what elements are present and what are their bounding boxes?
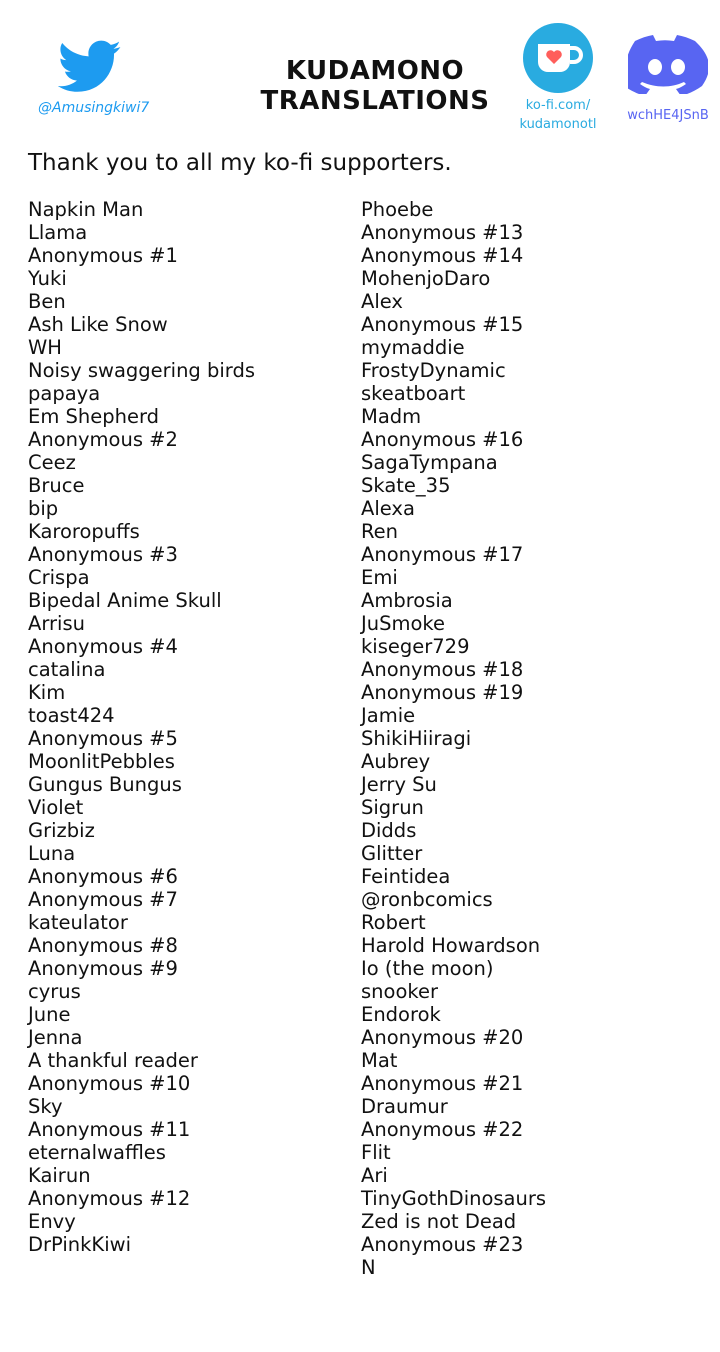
supporter-name: Anonymous #21 [361, 1072, 524, 1095]
supporter-name: ShikiHiiragi [361, 727, 472, 750]
supporter-name: toast424 [28, 704, 115, 727]
supporter-name: Anonymous #3 [28, 543, 178, 566]
supporter-name: Alexa [361, 497, 415, 520]
supporter-name: Ceez [28, 451, 76, 474]
discord-icon [628, 34, 708, 94]
supporter-name: Anonymous #9 [28, 957, 178, 980]
supporter-name: kiseger729 [361, 635, 470, 658]
supporter-name: catalina [28, 658, 106, 681]
supporter-name: Aubrey [361, 750, 431, 773]
supporter-name: Mat [361, 1049, 398, 1072]
supporter-name: papaya [28, 382, 101, 405]
supporter-name: Anonymous #11 [28, 1118, 191, 1141]
supporter-name: A thankful reader [28, 1049, 198, 1072]
supporter-name: MohenjoDaro [361, 267, 491, 290]
supporter-name: Crispa [28, 566, 90, 589]
supporter-name: Grizbiz [28, 819, 95, 842]
supporter-name: Anonymous #8 [28, 934, 178, 957]
supporter-name: Zed is not Dead [361, 1210, 517, 1233]
supporter-name: Ren [361, 520, 399, 543]
kofi-block[interactable] [508, 22, 608, 132]
supporter-name: Bruce [28, 474, 85, 497]
supporter-name: Yuki [28, 267, 67, 290]
supporter-name: Karoropuffs [28, 520, 140, 543]
supporter-name: Jamie [361, 704, 416, 727]
supporter-name: Draumur [361, 1095, 448, 1118]
supporter-name: Robert [361, 911, 426, 934]
supporter-name: N [361, 1256, 376, 1279]
supporter-name: Sky [28, 1095, 63, 1118]
supporter-name: Anonymous #7 [28, 888, 178, 911]
supporter-name: Io (the moon) [361, 957, 494, 980]
supporter-name: Anonymous #19 [361, 681, 524, 704]
supporter-name: Jenna [28, 1026, 83, 1049]
supporter-name: Ash Like Snow [28, 313, 168, 336]
kofi-cup-icon [522, 22, 594, 94]
supporter-name: Ben [28, 290, 66, 313]
supporter-name: mymaddie [361, 336, 465, 359]
supporter-name: Bipedal Anime Skull [28, 589, 222, 612]
supporter-name: Sigrun [361, 796, 424, 819]
discord-block[interactable] [620, 34, 716, 123]
header [0, 0, 720, 140]
supporter-name: WH [28, 336, 62, 359]
brand-title [250, 56, 500, 116]
supporter-name: Anonymous #10 [28, 1072, 191, 1095]
supporter-name: Anonymous #13 [361, 221, 524, 244]
supporter-name: Emi [361, 566, 398, 589]
discord-invite-code[interactable]: wchHE4JSnB [627, 108, 709, 123]
supporter-name: Skate_35 [361, 474, 451, 497]
supporter-name: Anonymous #20 [361, 1026, 524, 1049]
supporter-name: Kairun [28, 1164, 91, 1187]
supporter-name: kateulator [28, 911, 128, 934]
supporter-name: Anonymous #17 [361, 543, 524, 566]
supporter-name: Gungus Bungus [28, 773, 182, 796]
brand-line-2: TRANSLATIONS [260, 86, 490, 116]
supporter-name: Anonymous #2 [28, 428, 178, 451]
brand-line-1: KUDAMONO [285, 56, 465, 86]
supporters-left-column [28, 198, 348, 1256]
supporter-name: Harold Howardson [361, 934, 541, 957]
supporter-name: Ambrosia [361, 589, 453, 612]
kofi-link-line-2[interactable]: kudamonotl [519, 117, 597, 132]
supporter-name: Em Shepherd [28, 405, 160, 428]
supporter-name: Anonymous #23 [361, 1233, 524, 1256]
supporter-name: Alex [361, 290, 403, 313]
supporter-name: JuSmoke [361, 612, 446, 635]
supporter-name: Anonymous #14 [361, 244, 524, 267]
supporter-name: Luna [28, 842, 76, 865]
supporter-name: Feintidea [361, 865, 451, 888]
supporter-name: bip [28, 497, 59, 520]
supporters-right-column [361, 198, 701, 1279]
supporter-name: Phoebe [361, 198, 434, 221]
supporter-name: Arrisu [28, 612, 85, 635]
thanks-heading: Thank you to all my ko-fi supporters. [28, 150, 452, 176]
supporter-name: SagaTympana [361, 451, 498, 474]
twitter-handle[interactable]: @Amusingkiwi7 [38, 100, 150, 116]
supporter-name: Violet [28, 796, 84, 819]
supporter-name: MoonlitPebbles [28, 750, 175, 773]
supporter-name: Anonymous #16 [361, 428, 524, 451]
supporter-name: June [28, 1003, 71, 1026]
supporter-name: Glitter [361, 842, 423, 865]
supporter-name: Kim [28, 681, 66, 704]
supporter-name: DrPinkKiwi [28, 1233, 132, 1256]
supporter-name: Anonymous #18 [361, 658, 524, 681]
twitter-bird-icon [58, 40, 122, 94]
supporter-name: Noisy swaggering birds [28, 359, 256, 382]
supporter-name: snooker [361, 980, 438, 1003]
supporter-name: cyrus [28, 980, 81, 1003]
supporter-name: eternalwaffles [28, 1141, 166, 1164]
supporter-name: skeatboart [361, 382, 466, 405]
supporter-name: Anonymous #15 [361, 313, 524, 336]
supporter-name: TinyGothDinosaurs [361, 1187, 547, 1210]
supporter-name: Jerry Su [361, 773, 437, 796]
supporter-name: Didds [361, 819, 417, 842]
supporter-name: Envy [28, 1210, 76, 1233]
supporter-name: Anonymous #12 [28, 1187, 191, 1210]
supporter-name: Endorok [361, 1003, 441, 1026]
supporter-name: Anonymous #6 [28, 865, 178, 888]
supporter-name: FrostyDynamic [361, 359, 506, 382]
supporter-name: Anonymous #1 [28, 244, 178, 267]
supporter-name: Llama [28, 221, 88, 244]
supporter-name: Madm [361, 405, 422, 428]
supporter-name: Anonymous #5 [28, 727, 178, 750]
supporter-name: Flit [361, 1141, 391, 1164]
supporter-name: Anonymous #4 [28, 635, 178, 658]
supporter-name: Anonymous #22 [361, 1118, 524, 1141]
kofi-link-line-1[interactable]: ko-fi.com/ [525, 98, 591, 113]
supporter-name: Ari [361, 1164, 388, 1187]
supporter-name: @ronbcomics [361, 888, 493, 911]
supporter-name: Napkin Man [28, 198, 144, 221]
twitter-block[interactable] [38, 40, 150, 116]
